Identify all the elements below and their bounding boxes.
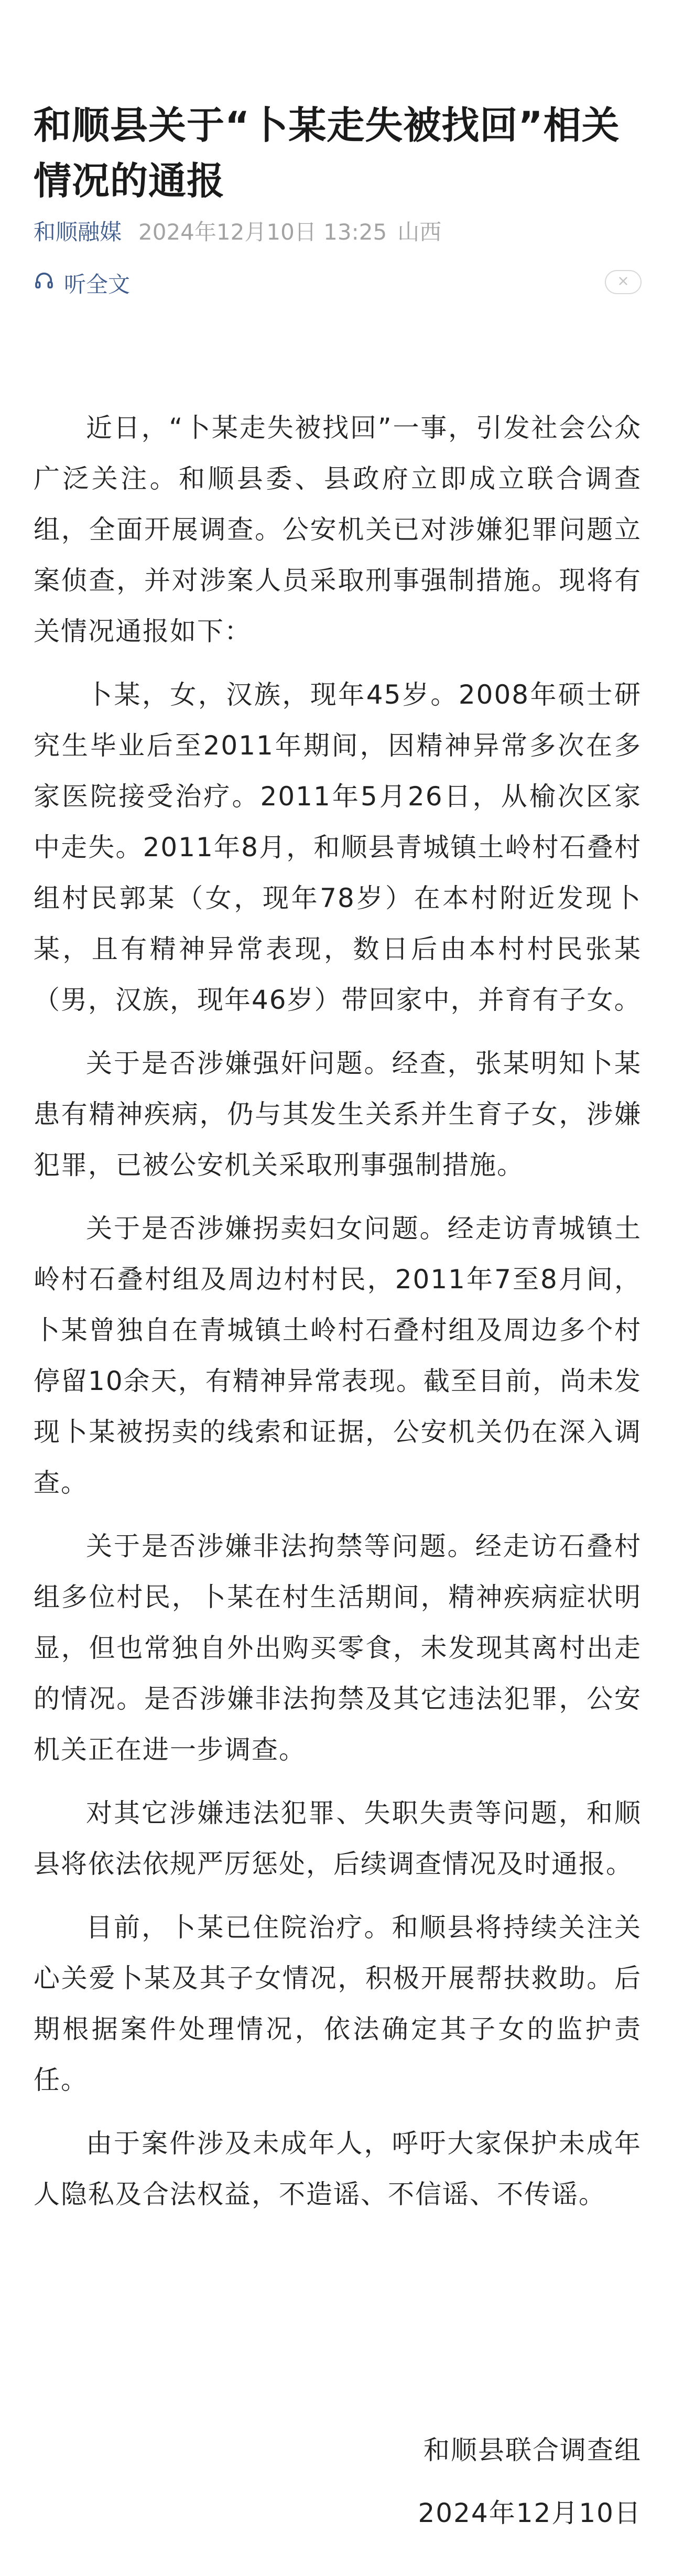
close-icon	[617, 275, 629, 289]
article-paragraph: 关于是否涉嫌拐卖妇女问题。经走访青城镇土岭村石叠村组及周边村村民，2011年7至8月间，卜某曾独自在青城镇土岭村石叠村组及周边多个村停留10余天，有精神异常表现。截至目前，尚未发现卜某被拐卖的线索和证据，公安机关仍在深入调查。	[34, 1213, 642, 1498]
article-location: 山西	[397, 219, 442, 245]
article-paragraph: 对其它涉嫌违法犯罪、失职失责等问题，和顺县将依法依规严厉惩处，后续调查情况及时通报。	[34, 1798, 642, 1879]
article-date: 2024年12月10日 13:25	[138, 219, 387, 245]
article-body	[34, 403, 642, 2233]
article-meta	[34, 215, 441, 246]
article-paragraph: 由于案件涉及未成年人，呼吁大家保护未成年人隐私及合法权益，不造谣、不信谣、不传谣。	[34, 2128, 642, 2209]
close-listen-button[interactable]	[605, 270, 642, 294]
signature-date: 2024年12月10日	[418, 2498, 642, 2528]
article-title: 和顺县关于“卜某走失被找回”相关情况的通报	[34, 103, 620, 203]
article-paragraph: 卜某，女，汉族，现年45岁。2008年硕士研究生毕业后至2011年期间，因精神异常多次在多家医院接受治疗。2011年5月26日，从榆次区家中走失。2011年8月，和顺县青城镇土岭村石叠村组村民郭某（女，现年78岁）在本村附近发现卜某，且有精神异常表现，数日后由本村村民张某（男，汉族，现年46岁）带回家中，并育有子女。	[34, 680, 642, 1015]
listen-label: 听全文	[64, 272, 131, 297]
article-source[interactable]: 和顺融媒	[34, 219, 122, 245]
article-paragraph: 目前，卜某已住院治疗。和顺县将持续关注关心关爱卜某及其子女情况，积极开展帮扶救助。后期根据案件处理情况，依法确定其子女的监护责任。	[34, 1912, 642, 2095]
article-paragraph: 关于是否涉嫌强奸问题。经查，张某明知卜某患有精神疾病，仍与其发生关系并生育子女，涉嫌犯罪，已被公安机关采取刑事强制措施。	[34, 1048, 642, 1180]
signature-org: 和顺县联合调查组	[424, 2435, 642, 2465]
listen-bar	[34, 265, 642, 301]
article-paragraph: 关于是否涉嫌非法拘禁等问题。经走访石叠村组多位村民，卜某在村生活期间，精神疾病症状明显，但也常独自外出购买零食，未发现其离村出走的情况。是否涉嫌非法拘禁及其它违法犯罪，公安机关正在进一步调查。	[34, 1531, 642, 1765]
article-paragraph: 近日，“卜某走失被找回”一事，引发社会公众广泛关注。和顺县委、县政府立即成立联合调查组，全面开展调查。公安机关已对涉嫌犯罪问题立案侦查，并对涉案人员采取刑事强制措施。现将有关情况通报如下：	[34, 413, 642, 646]
headphones-icon	[34, 270, 64, 296]
listen-full-text-button[interactable]	[34, 265, 130, 301]
